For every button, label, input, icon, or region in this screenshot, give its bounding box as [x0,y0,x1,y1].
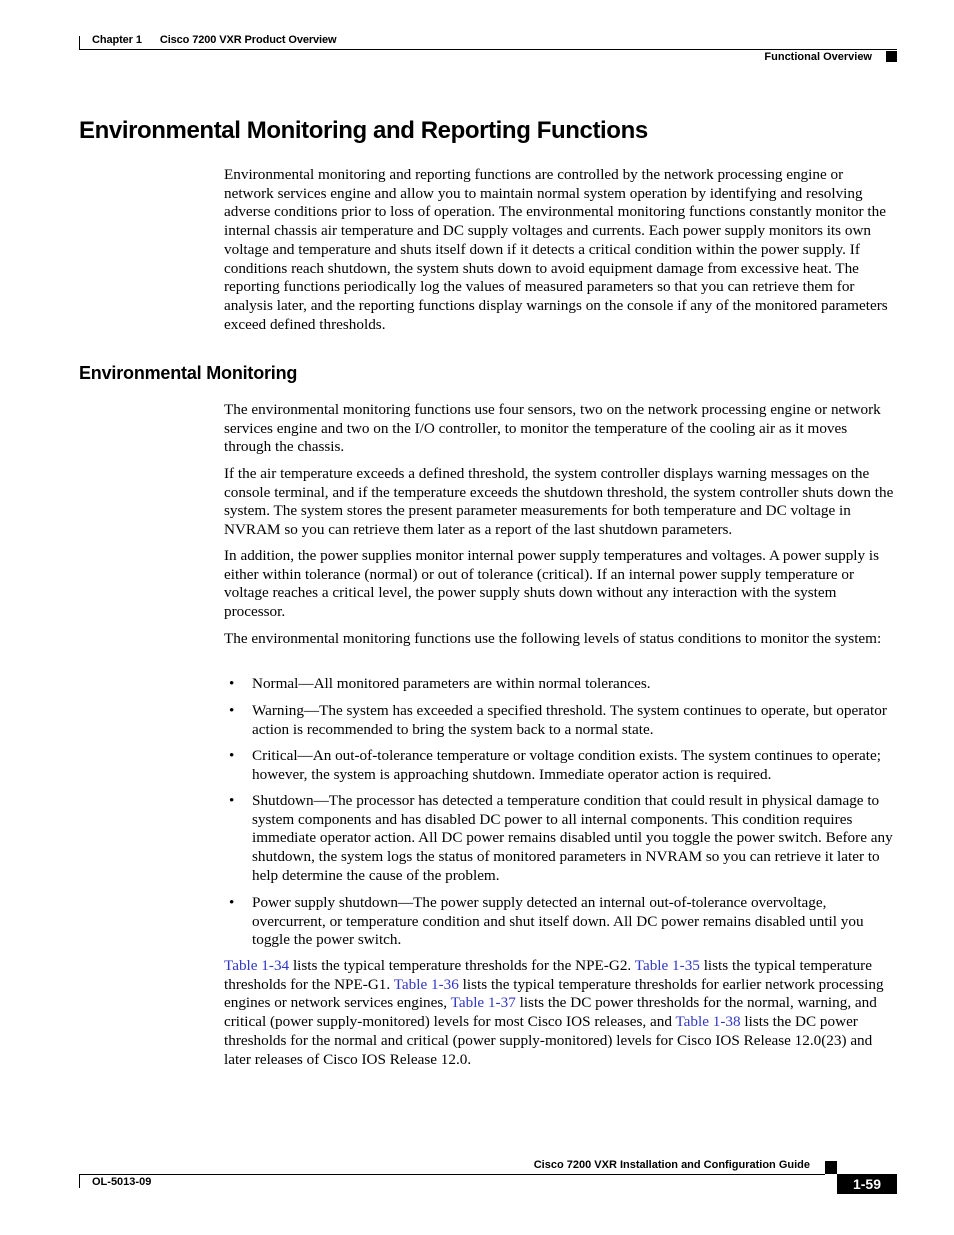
link-table-1-36[interactable]: Table 1-36 [393,975,459,993]
text-segment: lists the DC power thresholds for the normal and critical (power supply-monitored) levels for Cisco IOS Release 12.0(23) and later releases of Cisco IOS Release 12.0. [224,1013,873,1068]
intro-paragraph: Environmental monitoring and reporting functions are controlled by the network processing engine or network services engine and allow you to maintain normal system operation by identifying and resolving adverse conditions prior to loss of operation. The environmental monitoring functions constantly monitor the internal chassis air temperature and DC supply voltages and currents. Each power supply monitors its own voltage and temperature and shuts itself down if it detects a critical condition within the power supply. If conditions reach shutdown, the system shuts down to avoid equipment damage from excessive heat. The reporting functions periodically log the values of measured parameters so that you can retrieve them for analysis later, and the reporting functions display warnings on the console if any of the monitored parameters exceed defined thresholds. [224,166,888,333]
list-item-text: Normal—All monitored parameters are within normal tolerances. [252,675,651,692]
link-table-1-35[interactable]: Table 1-35 [634,957,700,974]
header-rule-vertical [79,36,80,50]
footer-rule-vertical [79,1174,80,1188]
text-segment: lists the typical temperature thresholds for earlier network processing engines or network services engines, [224,975,884,1012]
footer-marker-block [825,1161,837,1174]
body-paragraph-4: The environmental monitoring functions use the following levels of status conditions to monitor the system: [224,630,882,647]
list-item-shutdown [229,792,896,886]
link-table-1-37[interactable]: Table 1-37 [450,994,516,1012]
header-rule [79,49,897,50]
bullet-glyph: • [229,747,235,764]
list-item-text: Warning—The system has exceeded a specified threshold. The system continues to operate, but operator action is recommended to bring the system back to a normal state. [252,702,887,738]
link-table-1-34[interactable]: Table 1-34 [224,957,290,974]
list-item-critical [229,747,896,784]
section-heading: Environmental Monitoring [79,363,298,383]
list-item-power-supply-shutdown [229,894,896,950]
link-table-1-38[interactable]: Table 1-38 [675,1013,741,1031]
text-segment: lists the typical temperature thresholds for the NPE-G1. [224,957,872,993]
bullet-glyph: • [229,675,235,692]
tables-reference-paragraph [224,957,896,1069]
bullet-glyph: • [229,702,235,719]
running-header-section: Functional Overview [764,51,872,63]
body-paragraph-2: If the air temperature exceeds a defined threshold, the system controller displays warning messages on the console terminal, and if the temperature exceeds the shutdown threshold, the system controller shuts down the system. The system stores the present parameter measurements for both temperature and DC voltage in NVRAM so you can retrieve them later as a report of the last shutdown parameters. [224,465,894,539]
list-item-warning [229,702,896,739]
list-item-text: Shutdown—The processor has detected a temperature condition that could result in physical damage to system components and has disabled DC power to all internal components. This condition requires immediate operator action. All DC power remains disabled until you toggle the power switch. Before any shutdown, the system logs the status of monitored parameters in NVRAM so you can retrieve it later to help determine the cause of the problem. [252,792,893,884]
list-item-text: Critical—An out-of-tolerance temperature or voltage condition exists. The system continues to operate; however, the system is approaching shutdown. Immediate operator action is required. [252,747,881,783]
chapter-number: Chapter 1 [92,34,142,46]
text-segment: lists the DC power thresholds for the normal, warning, and critical (power supply-monitored) levels for most Cisco IOS releases, and [224,994,877,1031]
list-item-text: Power supply shutdown—The power supply detected an internal out-of-tolerance overvoltage, overcurrent, or temperature condition and shut itself down. All DC power remains disabled until you toggle the power switch. [252,894,864,949]
page-title: Environmental Monitoring and Reporting Functions [79,117,648,144]
footer-doc-number: OL-5013-09 [92,1176,152,1188]
footer-guide-title: Cisco 7200 VXR Installation and Configuration Guide [533,1159,810,1171]
bullet-glyph: • [229,792,235,809]
page-number: 1-59 [837,1174,897,1194]
chapter-title: Cisco 7200 VXR Product Overview [159,34,337,46]
running-header-chapter [92,34,337,46]
body-paragraph-1: The environmental monitoring functions use four sensors, two on the network processing engine or network services engine and two on the I/O controller, to monitor the temperature of the cooling air as it moves through the chassis. [224,401,881,456]
list-item-normal [229,675,896,694]
body-paragraph-3: In addition, the power supplies monitor internal power supply temperatures and voltages. A power supply is either within tolerance (normal) or out of tolerance (critical). If an internal power supply temperature or voltage reaches a critical level, the power supply shuts down without any interaction with the system processor. [224,547,880,621]
header-marker-block [886,51,897,62]
text-segment: lists the typical temperature thresholds for the NPE-G2. [289,957,635,974]
bullet-glyph: • [229,894,235,911]
footer-rule [79,1174,825,1175]
